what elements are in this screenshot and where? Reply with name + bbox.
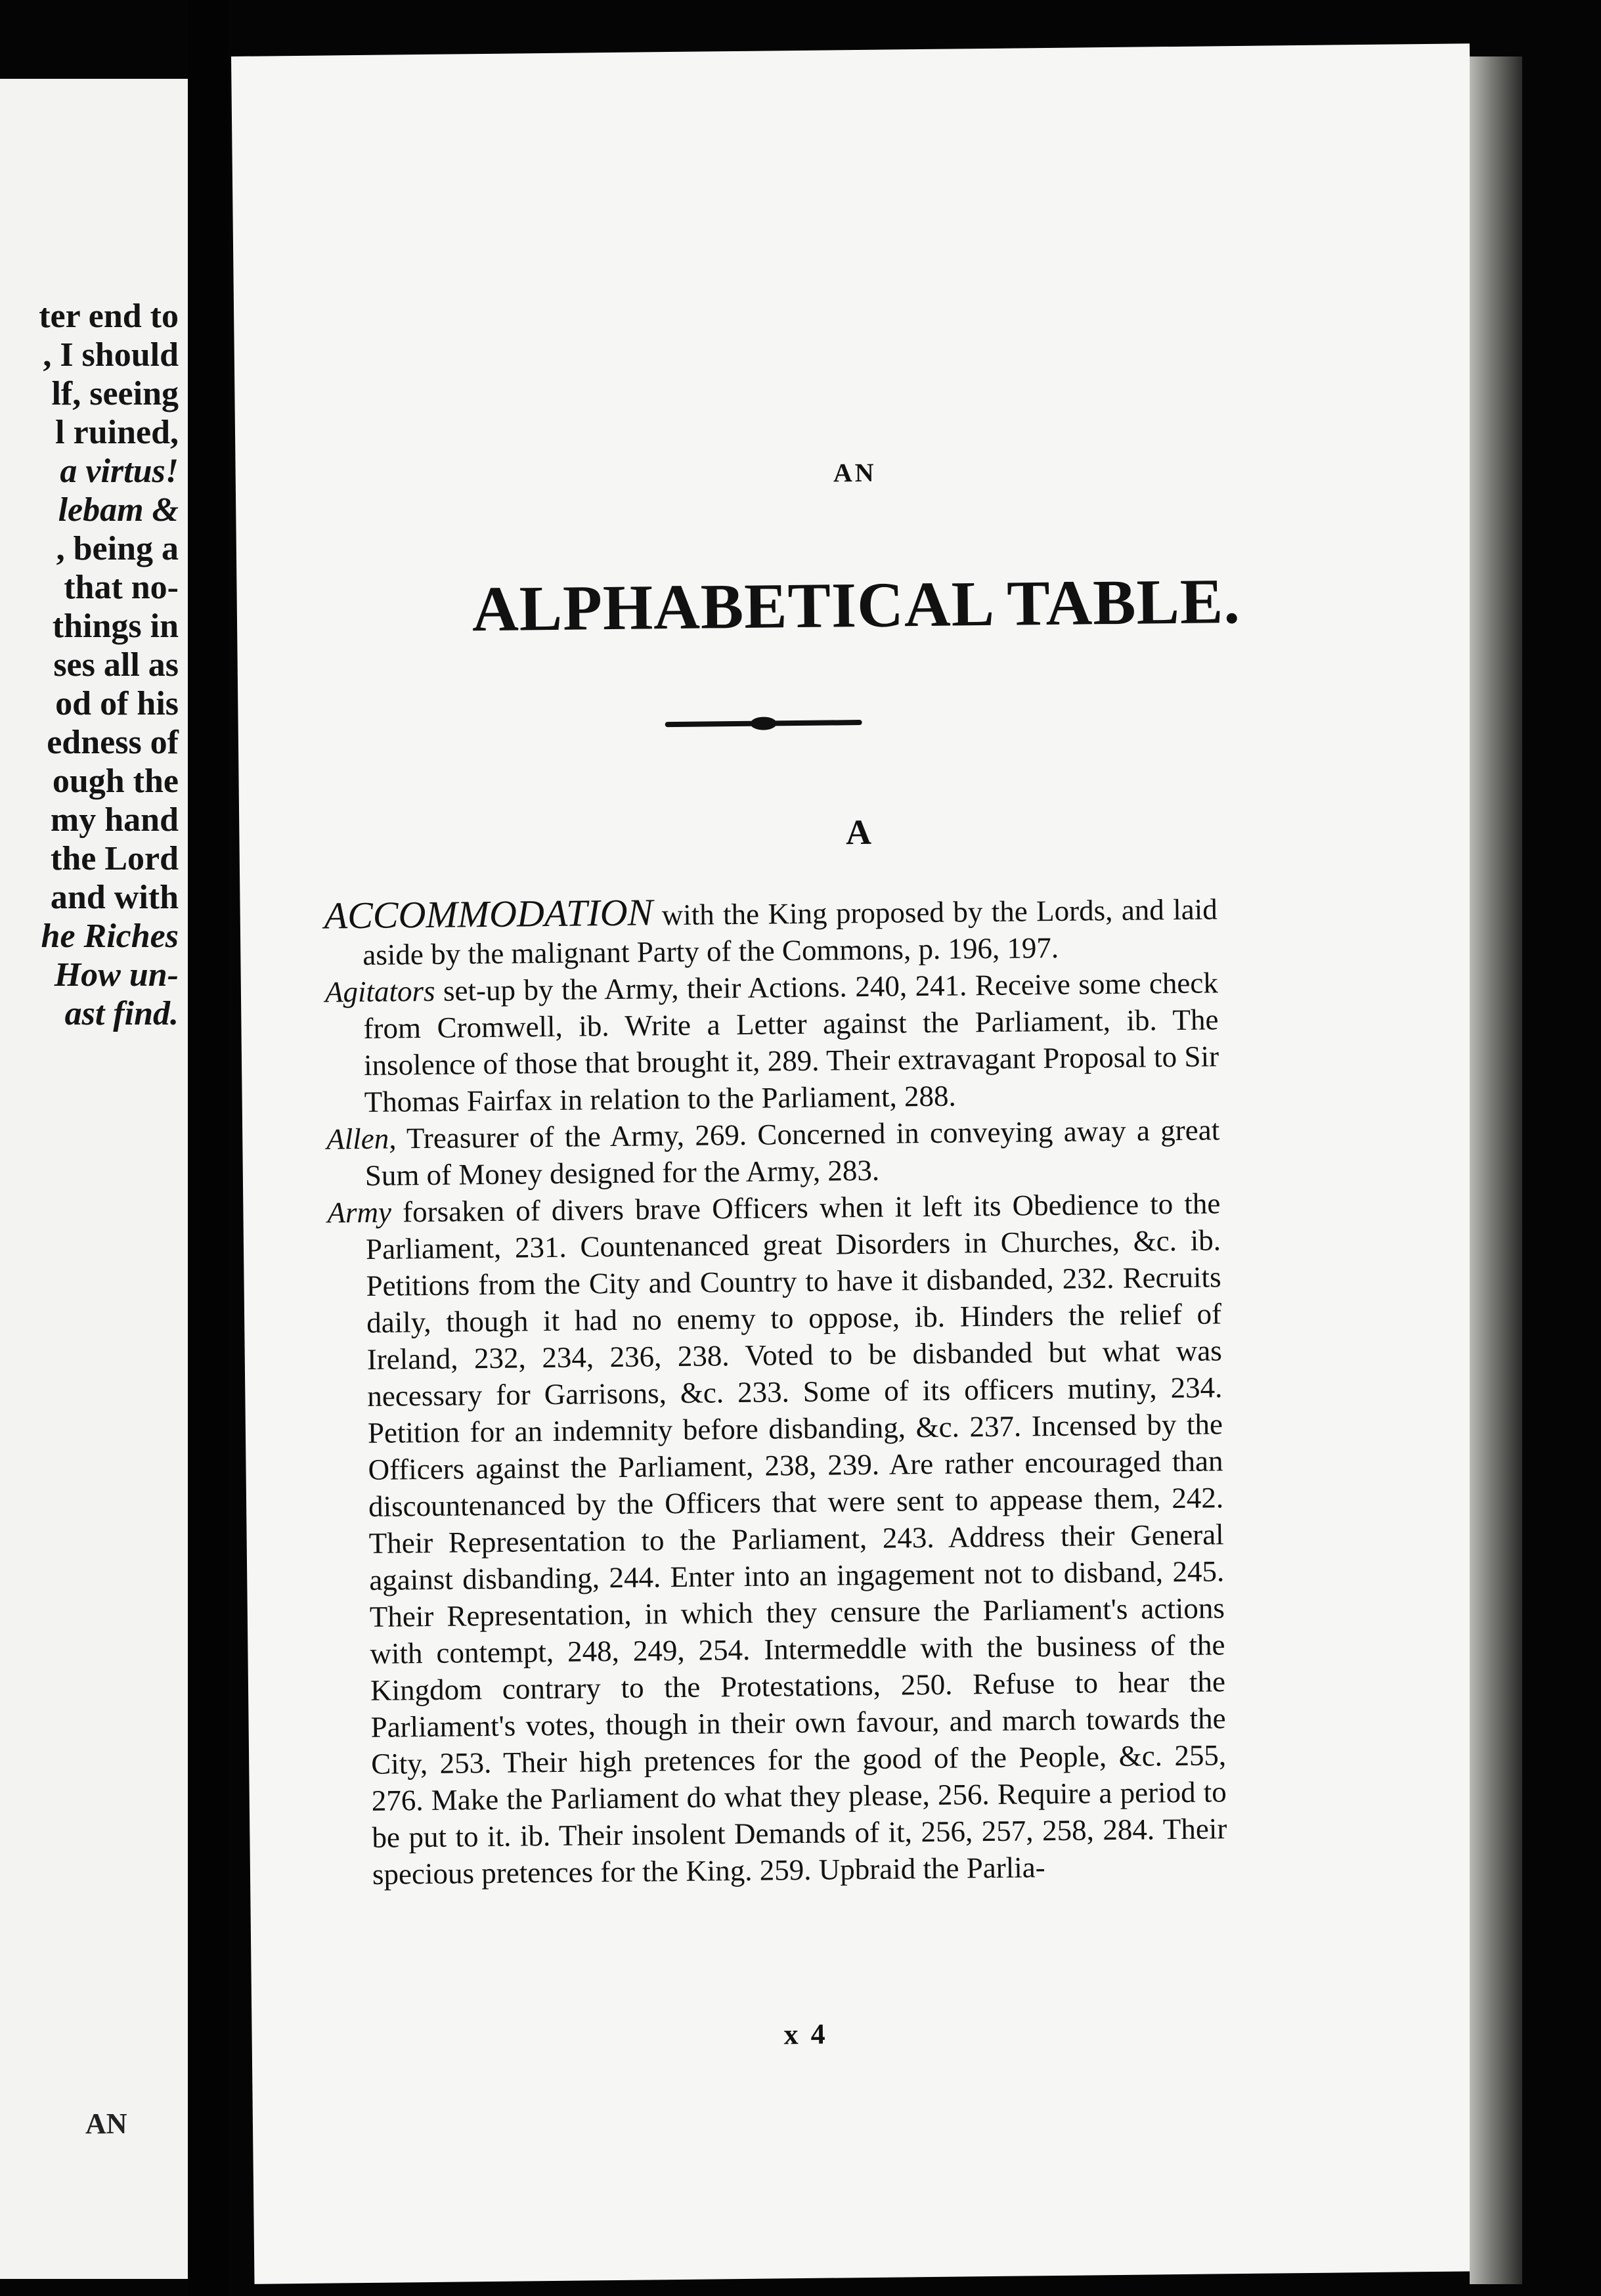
entry-text: set-up by the Army, their Actions. 240, 241. Receive some check from Cromwell, ib. Write a Letter against the Parliament, ib. The insolence of those that brought it, 289. Their extravagant Proposal to Sir Thomas Fairfax in relation to the Parliament, 288. bbox=[363, 966, 1219, 1118]
left-page bbox=[0, 79, 188, 2279]
left-page-catchword: AN bbox=[85, 2108, 127, 2140]
entry-heading: Allen, bbox=[326, 1122, 397, 1156]
left-page-line: that no- bbox=[64, 569, 179, 606]
index-entry bbox=[327, 1185, 1227, 1893]
signature-mark: x 4 bbox=[783, 2018, 828, 2051]
left-page-line: a virtus! bbox=[60, 453, 179, 490]
right-page bbox=[231, 43, 1493, 2284]
ornamental-rule bbox=[665, 720, 862, 727]
left-page-line: my hand bbox=[50, 801, 179, 839]
entry-text: with the King proposed by the Lords, and laid aside by the malignant Party of the Commons, p. 196, 197. bbox=[362, 893, 1217, 971]
index-entry bbox=[326, 1111, 1220, 1194]
page-title: ALPHABETICAL TABLE. bbox=[472, 565, 1241, 646]
left-page-line: the Lord bbox=[51, 840, 179, 877]
left-page-line: ses all as bbox=[53, 646, 179, 684]
index-entry bbox=[324, 888, 1217, 973]
left-page-line: ast find. bbox=[64, 995, 179, 1032]
left-page-line: he Riches bbox=[41, 917, 179, 955]
book-gutter bbox=[188, 0, 229, 2296]
left-page-line: edness of bbox=[47, 724, 179, 761]
index-entries bbox=[324, 888, 1227, 1893]
left-page-line: and with bbox=[50, 879, 179, 916]
left-page-line: lf, seeing bbox=[51, 375, 179, 412]
section-letter: A bbox=[845, 812, 872, 852]
left-page-line: l ruined, bbox=[55, 414, 179, 451]
left-page-line: things in bbox=[52, 607, 179, 645]
entry-text: Treasurer of the Army, 269. Concerned in conveying away a great Sum of Money designed for the Army, 283. bbox=[364, 1113, 1220, 1192]
heading-an: AN bbox=[833, 457, 877, 488]
entry-heading: ACCOMMODATION bbox=[324, 891, 653, 937]
left-page-line: od of his bbox=[55, 685, 179, 722]
left-page-text bbox=[39, 297, 179, 1033]
left-page-line: How un- bbox=[54, 956, 179, 994]
left-page-line: lebam & bbox=[58, 491, 179, 529]
left-page-line: , being a bbox=[56, 530, 179, 567]
entry-heading: Agitators bbox=[324, 974, 435, 1009]
page-edge bbox=[1470, 56, 1522, 2284]
entry-text: forsaken of divers brave Officers when it left its Obedience to the Parliament, 231. Countenanced great Disorders in Churches, &c. ib. Petitions from the City and Country to have it disbanded, 232. Recruits daily, though it had no enemy to oppose, ib. Hinders the relief of Ireland, 232, 234, 236, 238. Voted to be disbanded but what was necessary for Garrisons, &c. 233. Some of its officers mutiny, 234. Petition for an indemnity before disbanding, &c. 237. Incensed by the Officers against the Parliament, 238, 239. Are rather encouraged than discountenanced by the Officers that were sent to appease them, 242. Their Representation to the Parliament, 243. Address their General against disbanding, 244. Enter into an ingagement not to disband, 245. Their Representation, in which they censure the Parliament's actions with contempt, 248, 249, 254. Intermeddle with the business of the Kingdom contrary to the Protestations, 250. Refuse to hear the Parliament's votes, though in their own favour, and march towards the City, 253. Their high pretences for the good of the People, &c. 255, 276. Make the Parliament do what they please, 256. Require a period to be put to it. ib. Their insolent Demands of it, 256, 257, 258, 284. Their specious pretences for the King. 259. Upbraid the Parlia- bbox=[365, 1187, 1227, 1891]
left-page-line: ough the bbox=[52, 762, 179, 800]
left-page-line: , I should bbox=[43, 336, 179, 374]
left-page-line: ter end to bbox=[39, 298, 179, 335]
index-entry bbox=[325, 964, 1219, 1120]
entry-heading: Army bbox=[327, 1195, 392, 1229]
